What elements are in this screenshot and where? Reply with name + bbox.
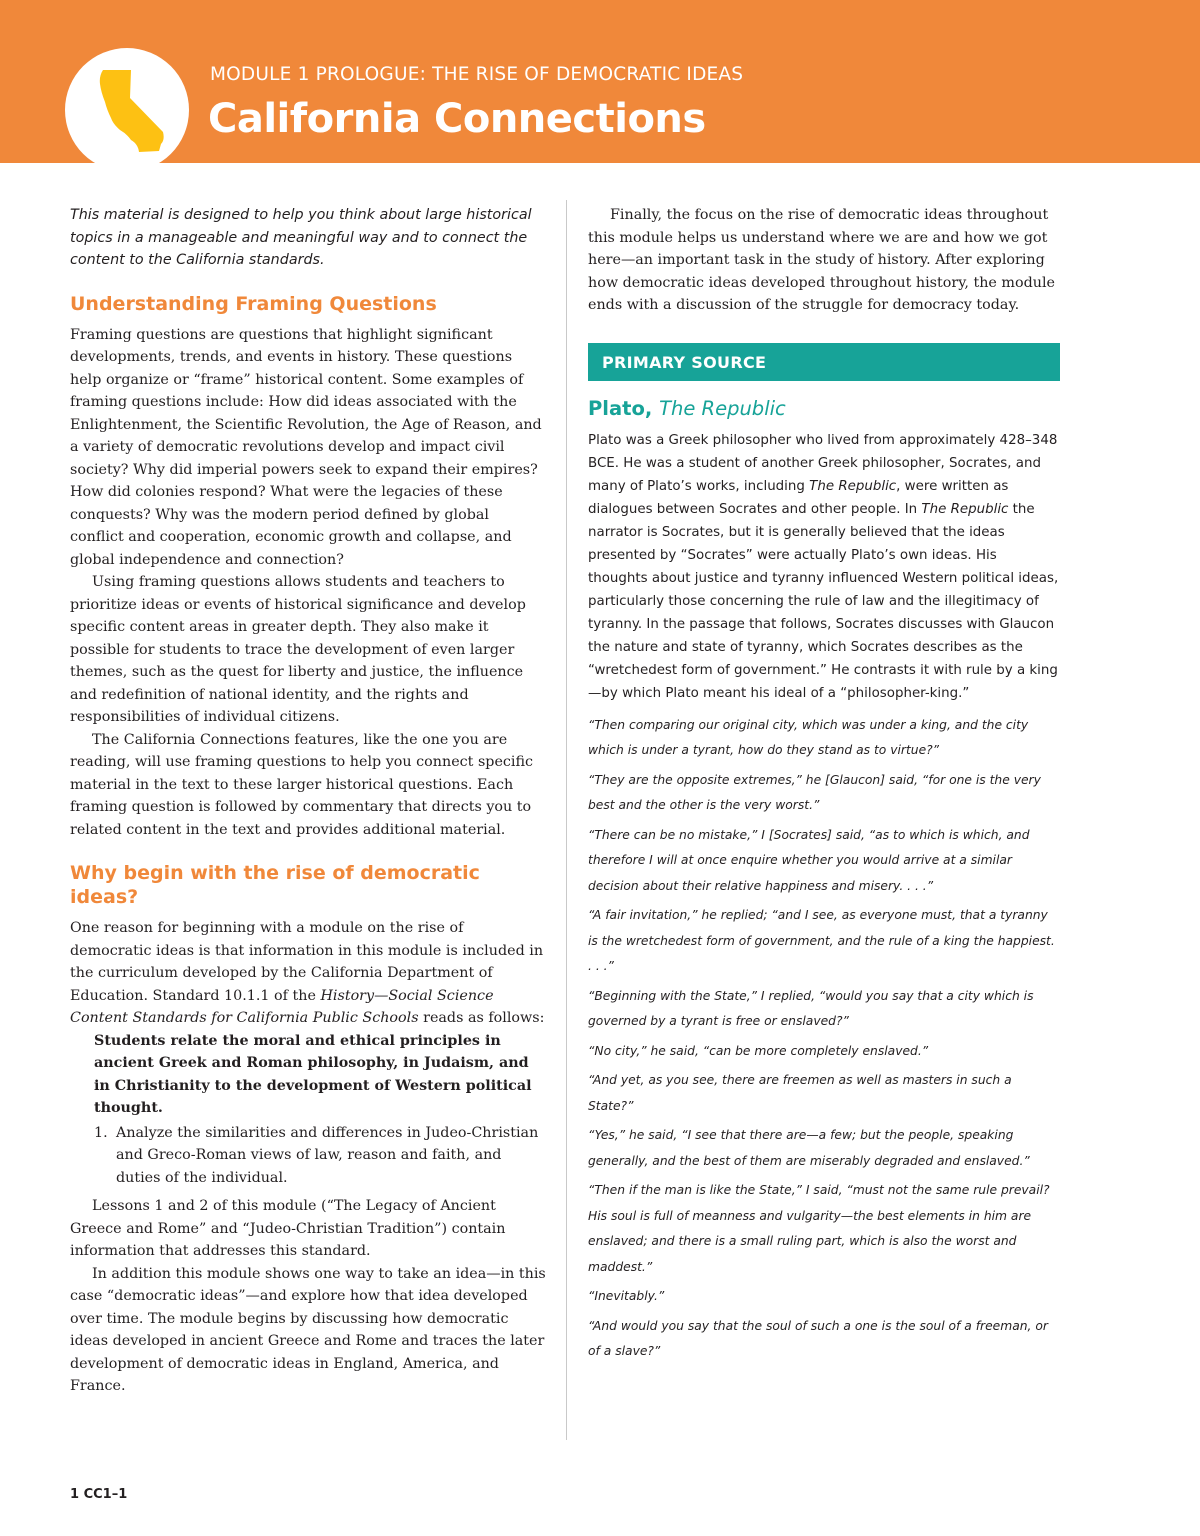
right-column [588, 204, 1060, 1369]
work-title: The Republic [921, 501, 1009, 517]
paragraph: Finally, the focus on the rise of democratic ideas throughout this module helps us understand where we are and how we got here—an important task in the study of history. After exploring how democratic ideas developed throughout history, the module ends with a discussion of the struggle for democracy today. [588, 207, 1055, 313]
standard-list-item [94, 1122, 546, 1190]
paragraph: Using framing questions allows students and teachers to prioritize ideas or events of historical significance and develop specific content areas in greater depth. They also make it possible for students to trace the development of even larger themes, such as the quest for liberty and justice, the influence and redefinition of national identity, and the rights and responsibilities of individual citizens. [70, 574, 526, 725]
work-title: The Republic [659, 396, 786, 420]
primary-source-title [588, 397, 1060, 421]
quote-line: “Inevitably.” [588, 1289, 665, 1303]
standard-statement: Students relate the moral and ethical principles in ancient Greek and Roman philosophy, in Judaism, and in Christianity to the development of Western political thought. [94, 1032, 532, 1116]
quote-line: “And yet, as you see, there are freemen as well as masters in such a State?” [588, 1073, 1012, 1113]
paragraph: Lessons 1 and 2 of this module (“The Legacy of Ancient Greece and Rome” and “Judeo-Christian Tradition”) contain information that addresses this standard. [70, 1198, 506, 1259]
section-heading-framing: Understanding Framing Questions [70, 292, 437, 315]
quote-line: “And would you say that the soul of such a one is the soul of a freeman, or of a slave?” [588, 1318, 1048, 1358]
california-state-icon [65, 48, 189, 172]
paragraph [70, 917, 546, 1030]
intro-text: This material is designed to help you think about large historical topics in a manageable and meaningful way and to connect the content to the California standards. [70, 207, 532, 268]
quote-line: “Then comparing our original city, which was under a king, and the city which is under a tyrant, how do they stand as to virtue?” [588, 717, 1029, 757]
module-kicker: MODULE 1 PROLOGUE: THE RISE OF DEMOCRATIC IDEAS [210, 64, 744, 85]
quote-line: “Then if the man is like the State,” I said, “must not the same rule prevail? His soul is full of meanness and vulgarity—the best elements in him are enslaved; and there is a small ruling part, which is also the worst and maddest.” [588, 1183, 1050, 1274]
text-span: the narrator is Socrates, but it is generally believed that the ideas presented by “Socrates” were actually Plato’s own ideas. His thoughts about justice and tyranny influenced Western political ideas, particularly those concerning the rule of law and the illegitimacy of tyranny. In the passage that follows, Socrates discusses with Glaucon the nature and state of tyranny, which Socrates describes as the “wretchedest form of government.” He contrasts it with rule by a king—by which Plato meant his ideal of a “philosopher-king.” [588, 501, 1059, 701]
page-title: California Connections [208, 96, 706, 142]
quote-line: “A fair invitation,” he replied; “and I see, as everyone must, that a tyranny is the wretchedest form of government, and the rule of a king the happiest. . . .” [588, 908, 1055, 973]
text-span: , were written as dialogues between Socrates and other people. In [588, 478, 1009, 517]
list-text: Analyze the similarities and differences in Judeo-Christian and Greco-Roman views of law, reason and faith, and duties of the individual. [116, 1124, 539, 1186]
section-heading-why-begin: Why begin with the rise of democratic ideas? [70, 862, 480, 908]
paragraph: In addition this module shows one way to take an idea—in this case “democratic ideas”—and explore how that idea developed over time. The module begins by discussing how democratic ideas developed in ancient Greece and Rome and traces the later development of democratic ideas in England, America, and France. [70, 1265, 546, 1394]
paragraph: The California Connections features, like the one you are reading, will use framing questions to help you connect specific material in the text to these larger historical questions. Each framing question is followed by commentary that directs you to related content in the text and provides additional material. [70, 731, 534, 838]
quote-line: “No city,” he said, “can be more completely enslaved.” [588, 1043, 929, 1058]
text-span: Plato was a Greek philosopher who lived from approximately 428–348 BCE. He was a student of another Greek philosopher, Socrates, and many of Plato’s works, including [588, 432, 1058, 494]
column-divider [566, 200, 567, 1440]
quote-line: “There can be no mistake,” I [Socrates] said, “as to which is which, and therefore I will at once enquire whether you would arrive at a similar decision about their relative happiness and misery. . . .” [588, 827, 1030, 893]
left-column [70, 204, 546, 1398]
logo-badge [65, 48, 189, 172]
paragraph: Framing questions are questions that highlight significant developments, trends, and events in history. These questions help organize or “frame” historical content. Some examples of framing questions include: How did ideas associated with the Enlightenment, the Scientific Revolution, the Age of Reason, and a variety of democratic revolutions develop and impact civil society? Why did imperial powers seek to expand their empires? How did colonies respond? What were the legacies of these conquests? Why was the modern period defined by global conflict and cooperation, economic growth and collapse, and global independence and connection? [70, 326, 542, 568]
primary-source-intro [588, 429, 1060, 705]
quote-line: “They are the opposite extremes,” he [Glaucon] said, “for one is the very best and the other is the very worst.” [588, 772, 1041, 812]
page-header-banner [0, 0, 1200, 163]
standards-title: History—Social Science Content Standards for California Public Schools [70, 987, 494, 1026]
work-title: The Republic [809, 478, 897, 494]
text-span: One reason for beginning with a module on the rise of democratic ideas is that information in this module is included in the curriculum developed by the California Department of Education. Standard 10.1.1 of the [70, 920, 544, 1004]
text-span: reads as follows: [418, 1010, 545, 1026]
quote-line: “Yes,” he said, “I see that there are—a few; but the people, speaking generally, and the best of them are miserably degraded and enslaved.” [588, 1128, 1030, 1168]
quote-line: “Beginning with the State,” I replied, “would you say that a city which is governed by a tyrant is free or enslaved?” [588, 988, 1034, 1028]
author-name: Plato, [588, 396, 660, 420]
primary-source-bar: PRIMARY SOURCE [588, 343, 1060, 381]
list-number: 1. [94, 1124, 108, 1141]
page-number: 1 CC1–1 [70, 1487, 128, 1502]
